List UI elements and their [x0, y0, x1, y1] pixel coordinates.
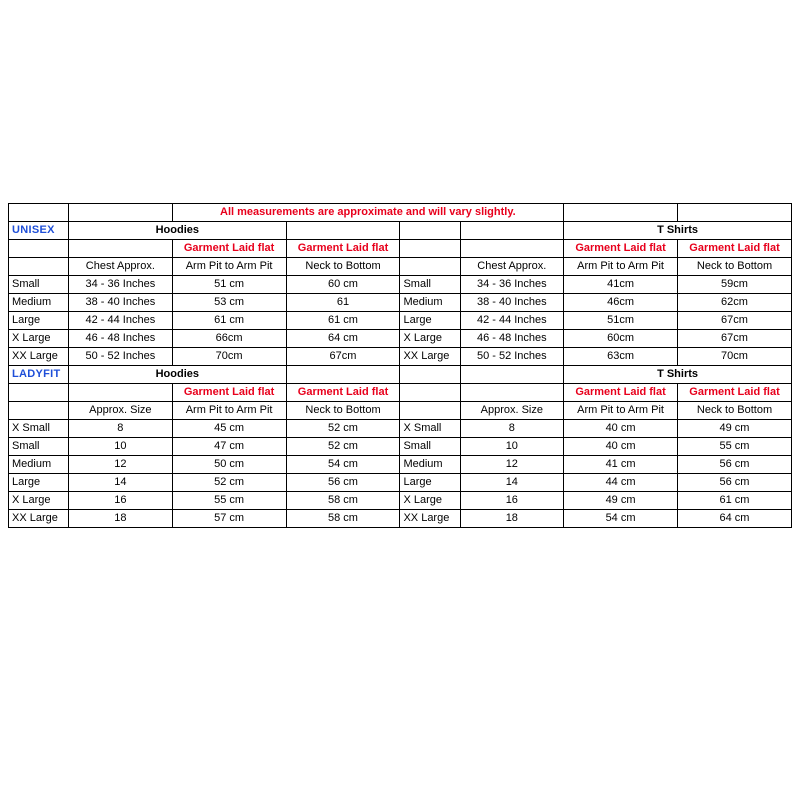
unisex-row-1-size-left: Medium: [9, 294, 69, 312]
ladyfit-approx-header-left: Approx. Size: [69, 402, 173, 420]
ladyfit-row-0-approx-right: 8: [460, 420, 564, 438]
unisex-hoodie-armpit-sublabel: Garment Laid flat: [172, 240, 286, 258]
unisex-row-1-armpit-left: 53 cm: [172, 294, 286, 312]
unisex-row-1-neck-right: 62cm: [678, 294, 792, 312]
table-row: [9, 312, 792, 330]
table-row: [9, 330, 792, 348]
ladyfit-row-3-armpit-right: 44 cm: [564, 474, 678, 492]
ladyfit-row-4-neck-right: 61 cm: [678, 492, 792, 510]
ladyfit-row-0-armpit-left: 45 cm: [172, 420, 286, 438]
unisex-header-row: [9, 258, 792, 276]
brand-unisex: UNISEX: [9, 222, 69, 240]
ladyfit-sub-spacer-4: [460, 384, 564, 402]
ladyfit-row-1-armpit-left: 47 cm: [172, 438, 286, 456]
unisex-tshirt-armpit-sublabel: Garment Laid flat: [564, 240, 678, 258]
ladyfit-row-3-armpit-left: 52 cm: [172, 474, 286, 492]
unisex-row-3-chest-left: 46 - 48 Inches: [69, 330, 173, 348]
ladyfit-row-4-neck-left: 58 cm: [286, 492, 400, 510]
unisex-row-3-size-left: X Large: [9, 330, 69, 348]
unisex-sublabel-row: [9, 240, 792, 258]
table-row: [9, 492, 792, 510]
ladyfit-row-1-neck-right: 55 cm: [678, 438, 792, 456]
unisex-chest-header-left: Chest Approx.: [69, 258, 173, 276]
unisex-title-spacer-1: [286, 222, 400, 240]
ladyfit-row-2-armpit-left: 50 cm: [172, 456, 286, 474]
ladyfit-row-0-size-left: X Small: [9, 420, 69, 438]
unisex-tshirt-neck-sublabel: Garment Laid flat: [678, 240, 792, 258]
unisex-row-4-neck-right: 70cm: [678, 348, 792, 366]
unisex-neck-header-right: Neck to Bottom: [678, 258, 792, 276]
ladyfit-hoodie-neck-sublabel: Garment Laid flat: [286, 384, 400, 402]
unisex-row-0-chest-right: 34 - 36 Inches: [460, 276, 564, 294]
unisex-neck-header-left: Neck to Bottom: [286, 258, 400, 276]
unisex-row-1-neck-left: 61: [286, 294, 400, 312]
table-row: [9, 438, 792, 456]
unisex-title-spacer-3: [460, 222, 564, 240]
ladyfit-approx-header-right: Approx. Size: [460, 402, 564, 420]
unisex-row-2-neck-left: 61 cm: [286, 312, 400, 330]
unisex-sub-spacer-2: [69, 240, 173, 258]
unisex-size-header-right: [400, 258, 460, 276]
unisex-hoodie-neck-sublabel: Garment Laid flat: [286, 240, 400, 258]
unisex-row-3-armpit-right: 60cm: [564, 330, 678, 348]
unisex-row-4-neck-left: 67cm: [286, 348, 400, 366]
unisex-row-0-size-left: Small: [9, 276, 69, 294]
ladyfit-row-1-approx-left: 10: [69, 438, 173, 456]
brand-ladyfit: LADYFIT: [9, 366, 69, 384]
ladyfit-row-4-size-left: X Large: [9, 492, 69, 510]
unisex-row-4-size-left: XX Large: [9, 348, 69, 366]
ladyfit-row-5-approx-right: 18: [460, 510, 564, 528]
unisex-row-1-size-right: Medium: [400, 294, 460, 312]
ladyfit-row-4-approx-right: 16: [460, 492, 564, 510]
ladyfit-sub-spacer-3: [400, 384, 460, 402]
unisex-row-4-chest-right: 50 - 52 Inches: [460, 348, 564, 366]
unisex-sub-spacer-1: [9, 240, 69, 258]
ladyfit-title-row: [9, 366, 792, 384]
table-row: [9, 276, 792, 294]
table-row: [9, 294, 792, 312]
measurement-notice: All measurements are approximate and will vary slightly.: [172, 204, 563, 222]
unisex-row-3-armpit-left: 66cm: [172, 330, 286, 348]
unisex-armpit-header-left: Arm Pit to Arm Pit: [172, 258, 286, 276]
ladyfit-tshirt-armpit-sublabel: Garment Laid flat: [564, 384, 678, 402]
unisex-row-4-chest-left: 50 - 52 Inches: [69, 348, 173, 366]
ladyfit-header-row: [9, 402, 792, 420]
unisex-hoodies-title: Hoodies: [69, 222, 286, 240]
table-row: [9, 474, 792, 492]
unisex-sub-spacer-3: [400, 240, 460, 258]
unisex-row-0-neck-right: 59cm: [678, 276, 792, 294]
unisex-sub-spacer-4: [460, 240, 564, 258]
notice-spacer-right: [564, 204, 678, 222]
unisex-row-0-size-right: Small: [400, 276, 460, 294]
ladyfit-row-4-armpit-left: 55 cm: [172, 492, 286, 510]
ladyfit-size-header-right: [400, 402, 460, 420]
notice-spacer-left-2: [69, 204, 173, 222]
ladyfit-row-1-size-right: Small: [400, 438, 460, 456]
ladyfit-row-3-neck-right: 56 cm: [678, 474, 792, 492]
ladyfit-row-4-armpit-right: 49 cm: [564, 492, 678, 510]
unisex-row-2-chest-left: 42 - 44 Inches: [69, 312, 173, 330]
ladyfit-row-5-neck-left: 58 cm: [286, 510, 400, 528]
ladyfit-row-4-approx-left: 16: [69, 492, 173, 510]
ladyfit-row-0-neck-right: 49 cm: [678, 420, 792, 438]
unisex-row-3-chest-right: 46 - 48 Inches: [460, 330, 564, 348]
ladyfit-neck-header-right: Neck to Bottom: [678, 402, 792, 420]
unisex-armpit-header-right: Arm Pit to Arm Pit: [564, 258, 678, 276]
ladyfit-row-3-approx-right: 14: [460, 474, 564, 492]
notice-row: [9, 204, 792, 222]
unisex-row-3-neck-right: 67cm: [678, 330, 792, 348]
ladyfit-row-1-armpit-right: 40 cm: [564, 438, 678, 456]
ladyfit-sublabel-row: [9, 384, 792, 402]
unisex-row-2-size-left: Large: [9, 312, 69, 330]
size-chart-container: [8, 203, 792, 528]
ladyfit-hoodie-armpit-sublabel: Garment Laid flat: [172, 384, 286, 402]
unisex-tshirts-title: T Shirts: [564, 222, 792, 240]
unisex-row-1-chest-left: 38 - 40 Inches: [69, 294, 173, 312]
ladyfit-row-2-armpit-right: 41 cm: [564, 456, 678, 474]
unisex-row-2-armpit-right: 51cm: [564, 312, 678, 330]
ladyfit-row-1-neck-left: 52 cm: [286, 438, 400, 456]
ladyfit-row-1-size-left: Small: [9, 438, 69, 456]
unisex-row-0-armpit-right: 41cm: [564, 276, 678, 294]
ladyfit-row-0-neck-left: 52 cm: [286, 420, 400, 438]
unisex-row-1-chest-right: 38 - 40 Inches: [460, 294, 564, 312]
table-row: [9, 420, 792, 438]
notice-spacer-left: [9, 204, 69, 222]
unisex-row-2-neck-right: 67cm: [678, 312, 792, 330]
ladyfit-row-3-size-right: Large: [400, 474, 460, 492]
ladyfit-row-0-approx-left: 8: [69, 420, 173, 438]
ladyfit-row-3-neck-left: 56 cm: [286, 474, 400, 492]
table-row: [9, 510, 792, 528]
ladyfit-row-5-approx-left: 18: [69, 510, 173, 528]
unisex-row-0-chest-left: 34 - 36 Inches: [69, 276, 173, 294]
ladyfit-size-header-left: [9, 402, 69, 420]
table-row: [9, 456, 792, 474]
unisex-size-header-left: [9, 258, 69, 276]
ladyfit-neck-header-left: Neck to Bottom: [286, 402, 400, 420]
ladyfit-title-spacer-2: [400, 366, 460, 384]
unisex-row-2-size-right: Large: [400, 312, 460, 330]
ladyfit-row-2-neck-left: 54 cm: [286, 456, 400, 474]
ladyfit-row-3-approx-left: 14: [69, 474, 173, 492]
unisex-row-4-size-right: XX Large: [400, 348, 460, 366]
ladyfit-title-spacer-1: [286, 366, 400, 384]
ladyfit-row-5-armpit-left: 57 cm: [172, 510, 286, 528]
ladyfit-hoodies-title: Hoodies: [69, 366, 286, 384]
notice-spacer-right-2: [678, 204, 792, 222]
ladyfit-row-2-approx-right: 12: [460, 456, 564, 474]
unisex-row-2-chest-right: 42 - 44 Inches: [460, 312, 564, 330]
ladyfit-row-2-neck-right: 56 cm: [678, 456, 792, 474]
unisex-row-3-neck-left: 64 cm: [286, 330, 400, 348]
ladyfit-title-spacer-3: [460, 366, 564, 384]
ladyfit-sub-spacer-2: [69, 384, 173, 402]
ladyfit-row-3-size-left: Large: [9, 474, 69, 492]
ladyfit-row-4-size-right: X Large: [400, 492, 460, 510]
ladyfit-row-5-neck-right: 64 cm: [678, 510, 792, 528]
ladyfit-row-5-armpit-right: 54 cm: [564, 510, 678, 528]
ladyfit-row-5-size-left: XX Large: [9, 510, 69, 528]
unisex-row-1-armpit-right: 46cm: [564, 294, 678, 312]
unisex-title-spacer-2: [400, 222, 460, 240]
ladyfit-armpit-header-right: Arm Pit to Arm Pit: [564, 402, 678, 420]
ladyfit-row-2-size-right: Medium: [400, 456, 460, 474]
ladyfit-row-5-size-right: XX Large: [400, 510, 460, 528]
unisex-row-4-armpit-left: 70cm: [172, 348, 286, 366]
ladyfit-sub-spacer-1: [9, 384, 69, 402]
unisex-row-2-armpit-left: 61 cm: [172, 312, 286, 330]
unisex-row-0-armpit-left: 51 cm: [172, 276, 286, 294]
unisex-row-4-armpit-right: 63cm: [564, 348, 678, 366]
ladyfit-row-2-approx-left: 12: [69, 456, 173, 474]
ladyfit-armpit-header-left: Arm Pit to Arm Pit: [172, 402, 286, 420]
ladyfit-tshirts-title: T Shirts: [564, 366, 792, 384]
unisex-row-3-size-right: X Large: [400, 330, 460, 348]
unisex-title-row: [9, 222, 792, 240]
ladyfit-tshirt-neck-sublabel: Garment Laid flat: [678, 384, 792, 402]
ladyfit-row-0-armpit-right: 40 cm: [564, 420, 678, 438]
size-chart-table: [8, 203, 792, 528]
unisex-chest-header-right: Chest Approx.: [460, 258, 564, 276]
unisex-row-0-neck-left: 60 cm: [286, 276, 400, 294]
ladyfit-row-0-size-right: X Small: [400, 420, 460, 438]
table-row: [9, 348, 792, 366]
ladyfit-row-1-approx-right: 10: [460, 438, 564, 456]
ladyfit-row-2-size-left: Medium: [9, 456, 69, 474]
